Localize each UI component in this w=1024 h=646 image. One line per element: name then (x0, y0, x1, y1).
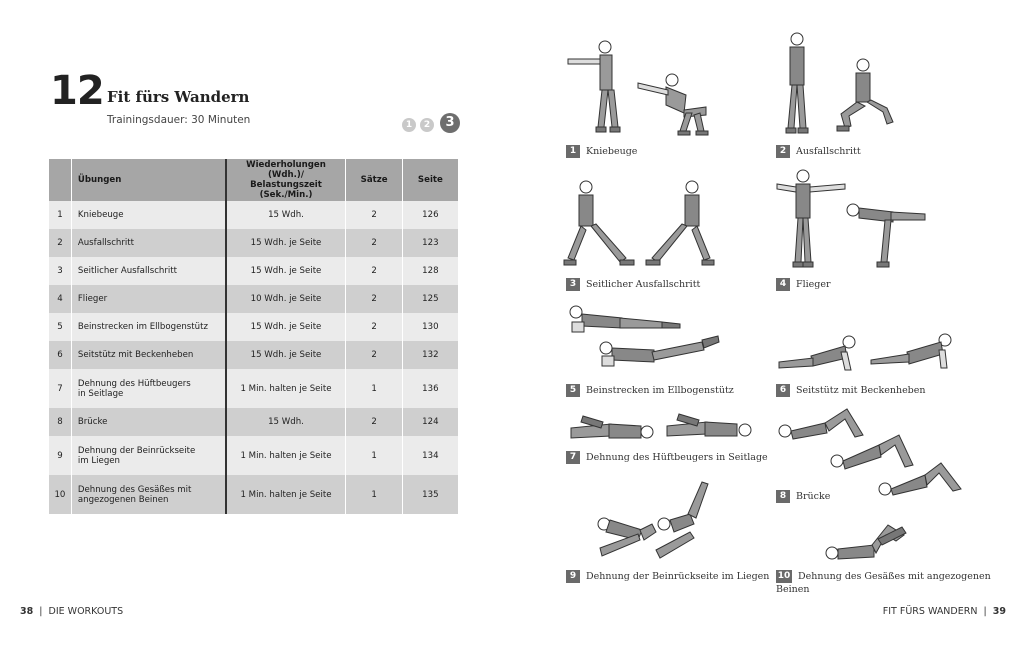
sets: 1 (346, 475, 402, 514)
exercise-name: Ausfallschritt (71, 229, 225, 257)
caption-6 (776, 384, 926, 397)
page-ref: 123 (402, 229, 458, 257)
table-row (49, 475, 458, 514)
caption-9-text: Dehnung der Beinrückseite im Liegen (586, 571, 770, 582)
repetitions: 15 Wdh. (226, 201, 346, 229)
col-header-index (49, 159, 71, 201)
page-ref: 135 (402, 475, 458, 514)
table-row (49, 408, 458, 436)
table-row (49, 436, 458, 475)
sets: 2 (346, 285, 402, 313)
caption-5-text: Beinstrecken im Ellbogenstütz (586, 385, 734, 396)
caption-8-number: 8 (776, 490, 790, 503)
footer-left-separator: | (36, 606, 46, 617)
table-row (49, 285, 458, 313)
caption-6-number: 6 (776, 384, 790, 397)
row-index: 2 (49, 229, 71, 257)
caption-6-text: Seitstütz mit Beckenheben (796, 385, 926, 396)
row-index: 9 (49, 436, 71, 475)
page-ref: 130 (402, 313, 458, 341)
lunge-figure-icon (775, 30, 905, 138)
col-header-exercise: Übungen (71, 159, 225, 201)
exercise-name: Dehnung des Hüftbeugers in Seitlage (71, 369, 225, 408)
caption-4-number: 4 (776, 278, 790, 291)
hip-flexor-stretch-figure-icon (563, 408, 763, 450)
exercise-name: Seitlicher Ausfallschritt (71, 257, 225, 285)
page-ref: 128 (402, 257, 458, 285)
exercise-name: Dehnung des Gesäßes mit angezogenen Beinen (71, 475, 225, 514)
sets: 1 (346, 369, 402, 408)
exercise-table (49, 159, 458, 514)
repetitions: 1 Min. halten je Seite (226, 475, 346, 514)
caption-7-number: 7 (566, 451, 580, 464)
col-header-repetitions: Wiederholungen (Wdh.)/ Belastungszeit (Sek./Min.) (226, 159, 346, 201)
page-ref: 134 (402, 436, 458, 475)
caption-4-text: Flieger (796, 279, 831, 290)
chapter-number: 12 (50, 68, 104, 114)
caption-8-text: Brücke (796, 491, 831, 502)
caption-10-number: 10 (777, 571, 791, 581)
footer-left-page: 38 (20, 606, 34, 617)
sets: 2 (346, 341, 402, 369)
table-row (49, 341, 458, 369)
exercise-name: Dehnung der Beinrückseite im Liegen (71, 436, 225, 475)
repetitions: 1 Min. halten je Seite (226, 436, 346, 475)
sets: 2 (346, 201, 402, 229)
caption-1-number: 1 (566, 145, 580, 158)
exercise-name: Brücke (71, 408, 225, 436)
footer-left-section: DIE WORKOUTS (48, 606, 124, 617)
sets: 2 (346, 408, 402, 436)
row-index: 4 (49, 285, 71, 313)
caption-2-number: 2 (776, 145, 790, 158)
squat-figure-icon (560, 35, 720, 140)
row-index: 3 (49, 257, 71, 285)
airplane-figure-icon (775, 168, 935, 273)
exercise-name: Kniebeuge (71, 201, 225, 229)
footer-right-section: FIT FÜRS WANDERN (882, 606, 978, 617)
repetitions: 10 Wdh. je Seite (226, 285, 346, 313)
page-ref: 126 (402, 201, 458, 229)
row-index: 10 (49, 475, 71, 514)
caption-1-text: Kniebeuge (586, 146, 638, 157)
table-row (49, 369, 458, 408)
footer-right-page: 39 (992, 606, 1006, 617)
page-ref: 136 (402, 369, 458, 408)
row-index: 1 (49, 201, 71, 229)
caption-7 (566, 451, 768, 464)
repetitions: 1 Min. halten je Seite (226, 369, 346, 408)
caption-3-text: Seitlicher Ausfallschritt (586, 279, 701, 290)
caption-3 (566, 278, 700, 291)
table-row (49, 313, 458, 341)
level-2-badge: 2 (420, 118, 434, 132)
row-index: 5 (49, 313, 71, 341)
sets: 2 (346, 313, 402, 341)
chapter-title: Fit fürs Wandern (107, 88, 250, 106)
page-ref: 124 (402, 408, 458, 436)
hamstring-stretch-figure-icon (590, 478, 720, 570)
caption-2 (776, 145, 861, 158)
training-duration: Trainingsdauer: 30 Minuten (107, 114, 251, 126)
side-lunge-figure-icon (560, 178, 725, 273)
repetitions: 15 Wdh. (226, 408, 346, 436)
repetitions: 15 Wdh. je Seite (226, 229, 346, 257)
table-row (49, 257, 458, 285)
level-1-badge: 1 (402, 118, 416, 132)
footer-right-separator: | (980, 606, 990, 617)
bridge-figure-icon (775, 405, 970, 500)
repetitions: 15 Wdh. je Seite (226, 257, 346, 285)
exercise-name: Beinstrecken im Ellbogenstütz (71, 313, 225, 341)
caption-2-text: Ausfallschritt (796, 146, 861, 157)
caption-5 (566, 384, 734, 397)
caption-3-number: 3 (566, 278, 580, 291)
caption-10-text: Dehnung des Gesäßes mit angezogenen Beinen (776, 571, 991, 595)
col-header-sets: Sätze (346, 159, 402, 201)
sets: 2 (346, 229, 402, 257)
page-ref: 132 (402, 341, 458, 369)
caption-1 (566, 145, 637, 158)
col-header-page: Seite (402, 159, 458, 201)
sets: 2 (346, 257, 402, 285)
exercise-name: Flieger (71, 285, 225, 313)
caption-9 (566, 570, 769, 583)
exercise-name: Seitstütz mit Beckenheben (71, 341, 225, 369)
row-index: 6 (49, 341, 71, 369)
sets: 1 (346, 436, 402, 475)
row-index: 8 (49, 408, 71, 436)
glute-stretch-figure-icon (818, 515, 913, 565)
caption-4 (776, 278, 831, 291)
repetitions: 15 Wdh. je Seite (226, 341, 346, 369)
caption-5-number: 5 (566, 384, 580, 397)
caption-8 (776, 490, 830, 503)
footer-left (20, 606, 123, 617)
caption-10 (776, 570, 991, 596)
row-index: 7 (49, 369, 71, 408)
forearm-leg-extension-figure-icon (562, 300, 727, 380)
side-plank-hip-raise-figure-icon (775, 330, 960, 380)
footer-right (883, 606, 1006, 617)
caption-7-text: Dehnung des Hüftbeugers in Seitlage (586, 452, 768, 463)
level-3-badge-active: 3 (440, 113, 460, 133)
repetitions: 15 Wdh. je Seite (226, 313, 346, 341)
table-row (49, 201, 458, 229)
caption-9-number: 9 (566, 570, 580, 583)
page-ref: 125 (402, 285, 458, 313)
table-row (49, 229, 458, 257)
